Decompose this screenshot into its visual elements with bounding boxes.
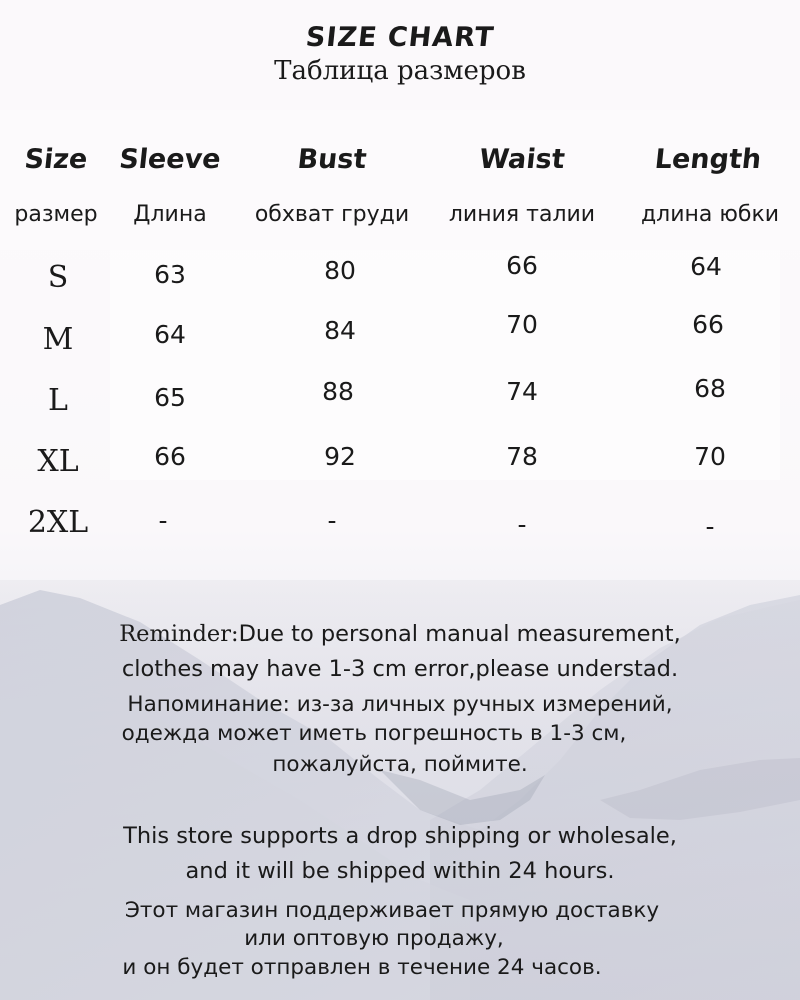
column-subheader-sleeve: Длина: [133, 202, 207, 227]
column-header-length: Length: [653, 144, 763, 175]
reminder-prefix: Reminder:: [119, 621, 239, 647]
reminder-line-2: clothes may have 1-3 cm error,please understad.: [121, 656, 679, 682]
bust-value: 80: [324, 256, 356, 285]
shipping-ru-line-3: и он будет отправлен в течение 24 часов.: [122, 955, 602, 980]
length-value: -: [705, 512, 715, 541]
length-value: 68: [694, 374, 726, 403]
row-size-label: L: [48, 383, 68, 418]
sleeve-value: -: [158, 506, 168, 535]
column-header-sleeve: Sleeve: [117, 144, 223, 175]
reminder-line-1: [0, 620, 800, 649]
length-value: 70: [694, 442, 726, 471]
waist-value: 70: [506, 310, 538, 339]
column-header-waist: Waist: [477, 144, 567, 175]
row-size-label: 2XL: [27, 505, 89, 540]
column-subheader-size: размер: [14, 202, 98, 227]
bust-value: -: [327, 506, 337, 535]
shipping-ru-line-2: или оптовую продажу,: [244, 926, 504, 951]
column-subheader-bust: обхват груди: [254, 202, 410, 227]
shipping-line-1: This store supports a drop shipping or wholesale,: [123, 823, 677, 849]
row-size-label: S: [47, 260, 69, 295]
length-value: 66: [692, 310, 724, 339]
waist-value: 78: [506, 442, 538, 471]
waist-value: 66: [506, 251, 538, 280]
shipping-line-2: and it will be shipped within 24 hours.: [185, 858, 615, 884]
waist-value: -: [517, 510, 527, 539]
reminder-text: Due to personal manual measurement,: [238, 621, 681, 647]
size-chart-subtitle: Таблица размеров: [274, 56, 526, 86]
column-subheader-length: длина юбки: [640, 202, 780, 227]
size-chart-title: SIZE CHART: [304, 22, 496, 53]
reminder-ru-line-3: пожалуйста, поймите.: [272, 752, 528, 777]
bust-value: 92: [324, 442, 356, 471]
column-header-size: Size: [22, 144, 89, 175]
bust-value: 84: [324, 316, 356, 345]
shipping-ru-line-1: Этот магазин поддерживает прямую доставку: [124, 898, 660, 923]
length-value: 64: [690, 252, 722, 281]
sleeve-value: 65: [154, 383, 186, 412]
reminder-ru-line-1: Напоминание: из-за личных ручных измерений,: [127, 692, 673, 717]
sleeve-value: 64: [154, 320, 186, 349]
column-header-bust: Bust: [295, 144, 369, 175]
sleeve-value: 66: [154, 442, 186, 471]
sleeve-value: 63: [154, 260, 186, 289]
column-subheader-waist: линия талии: [448, 202, 596, 227]
reminder-ru-line-2: одежда может иметь погрешность в 1-3 см,: [121, 721, 627, 746]
waist-value: 74: [506, 377, 538, 406]
row-size-label: M: [42, 322, 74, 357]
row-size-label: XL: [37, 444, 79, 479]
bust-value: 88: [322, 377, 354, 406]
